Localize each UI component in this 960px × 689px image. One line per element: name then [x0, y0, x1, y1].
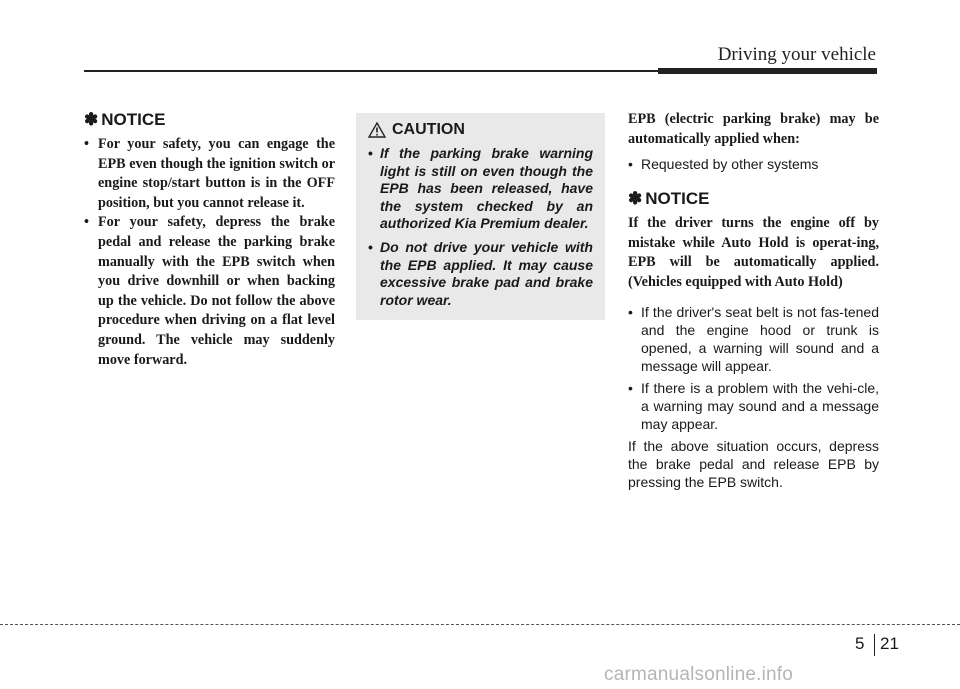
- epb-intro: EPB (electric parking brake) may be automatically applied when:: [628, 111, 879, 147]
- auto-hold-list: [628, 303, 879, 433]
- notice-list-item: • For your safety, depress the brake pedal and release the parking brake manually with the EPB switch when you drive downhill or when backing up the vehicle. Do not follow the above procedure when driving on a flat level ground. The vehicle may suddenly move forward.: [84, 214, 335, 368]
- notice-star-icon: ✽: [84, 110, 99, 129]
- notice-heading-label: NOTICE: [101, 110, 166, 129]
- auto-hold-notice-text: If the driver turns the engine off by mistake while Auto Hold is operat-ing, EPB will be automatically applied. (Vehicles equipped with Auto Hold): [628, 215, 879, 290]
- warning-triangle-icon: [368, 122, 386, 138]
- epb-intro-item: • Requested by other systems: [628, 156, 819, 173]
- header-title: Driving your vehicle: [717, 44, 876, 65]
- notice-heading: [84, 110, 335, 130]
- notice-heading-label: NOTICE: [645, 189, 710, 209]
- auto-hold-list-item: • If there is a problem with the vehi-cle, a warning may sound and a message may appear.: [628, 379, 879, 432]
- section-number: 5: [855, 634, 865, 653]
- notice-list-item: • For your safety, you can engage the EPB even though the ignition switch or engine stop/start button is in the OFF position, but you cannot release it.: [84, 136, 335, 211]
- notice-heading: [628, 189, 879, 209]
- caution-box: [356, 113, 605, 320]
- page-number: 21: [880, 634, 899, 653]
- notice-star-icon: ✽: [628, 189, 643, 209]
- auto-hold-list-item: • If the driver's seat belt is not fas-tened and the engine hood or trunk is opened, a warning will sound and a message will appear.: [628, 303, 879, 374]
- caution-heading-label: CAUTION: [392, 121, 465, 138]
- page-number-divider: [874, 634, 875, 656]
- watermark: carmanualsonline.info: [604, 664, 794, 685]
- right-column: [628, 110, 879, 491]
- header-rule-accent: [658, 68, 877, 74]
- epb-intro-list: [628, 155, 879, 173]
- footer-rule: [0, 624, 960, 625]
- caution-list-item: • If the parking brake warning light is still on even though the EPB has been released, have the system checked by an authorized Kia Premium dealer.: [368, 145, 593, 232]
- closing-text: If the above situation occurs, depress the brake pedal and release EPB by pressing the EPB switch.: [628, 437, 879, 490]
- left-column: [84, 110, 335, 370]
- caution-list: [368, 145, 593, 309]
- caution-list-item: • Do not drive your vehicle with the EPB applied. It may cause excessive brake pad and brake rotor wear.: [368, 238, 593, 308]
- notice-list: [84, 135, 335, 370]
- caution-heading: [368, 121, 593, 139]
